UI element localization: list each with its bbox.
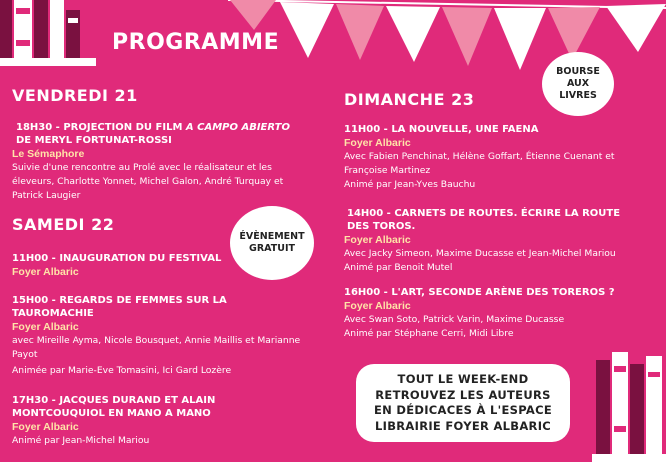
signing-info-box	[356, 364, 570, 442]
event-description: Suivie d'une rencontre au Prolé avec le réalisateur et les éleveurs, Charlotte Yonnet, Michel Galon, André Turquay et Patrick Laugier	[12, 162, 284, 201]
event-title: 15H00 - REGARDS DE FEMMES SUR LA TAUROMACHIE	[12, 295, 227, 319]
event-venue: Foyer Albaric	[344, 234, 411, 246]
books-bottom-right-icon	[592, 352, 666, 462]
event-moderator: Animé par Stéphane Cerri, Midi Libre	[344, 328, 514, 339]
event-moderator: Animé par Jean-Yves Bauchu	[344, 179, 476, 190]
event-participants: Avec Fabien Penchinat, Hélène Goffart, Étienne Cuenant et Françoise Martinez	[344, 151, 615, 176]
event-participants: avec Mireille Ayma, Nicole Bousquet, Annie Maillis et Marianne Payot	[12, 335, 301, 360]
event-sunday-3	[344, 286, 644, 341]
event-sunday-1	[344, 123, 644, 192]
event-venue: Foyer Albaric	[344, 300, 411, 312]
free-event-badge	[230, 206, 314, 280]
event-participants: Avec Swan Soto, Patrick Varin, Maxime Ducasse	[344, 314, 565, 325]
event-saturday-1	[12, 252, 242, 279]
event-moderator: Animée par Marie-Eve Tomasini, Ici Gard Lozère	[12, 365, 232, 376]
event-sunday-2	[344, 207, 644, 275]
event-participants: Avec Jacky Simeon, Maxime Ducasse et Jean-Michel Mariou	[344, 248, 616, 259]
event-title: 16H00 - L'ART, SECONDE ARÈNE DES TOREROS ?	[344, 287, 615, 298]
event-title: 14H00 - CARNETS DE ROUTES. ÉCRIRE LA ROUTE DES TOROS.	[347, 208, 621, 232]
book-fair-badge	[542, 52, 614, 116]
event-title	[12, 121, 304, 147]
event-moderator: Animé par Benoit Mutel	[344, 262, 453, 273]
event-moderator: Animé par Jean-Michel Mariou	[12, 435, 150, 446]
event-friday-1	[12, 121, 304, 203]
event-venue: Foyer Albaric	[12, 321, 79, 333]
event-saturday-3	[12, 394, 252, 448]
signing-info-text: TOUT LE WEEK-END RETROUVEZ LES AUTEURS EN DÉDICACES À L'ESPACE LIBRAIRIE FOYER ALBARIC	[374, 372, 552, 433]
event-saturday-2	[12, 294, 302, 378]
page-title: PROGRAMME	[112, 30, 280, 55]
event-title: 17H30 - JACQUES DURAND ET ALAIN MONTCOUQUIOL EN MANO A MANO	[12, 395, 216, 419]
event-venue: Foyer Albaric	[12, 266, 79, 278]
event-venue: Le Sémaphore	[12, 148, 85, 160]
event-title-suffix: DE MERYL FORTUNAT-ROSSI	[16, 135, 172, 146]
event-title: 11H00 - LA NOUVELLE, UNE FAENA	[344, 124, 539, 135]
event-title-prefix: 18H30 - PROJECTION DU FILM	[16, 122, 186, 133]
free-event-label: ÉVÈNEMENT GRATUIT	[239, 231, 305, 254]
books-top-left-icon	[0, 0, 100, 72]
book-fair-label: BOURSE AUX LIVRES	[556, 66, 600, 101]
day-heading-friday: VENDREDI 21	[12, 86, 138, 105]
event-venue: Foyer Albaric	[344, 137, 411, 149]
film-title: A CAMPO ABIERTO	[185, 122, 290, 133]
event-venue: Foyer Albaric	[12, 421, 79, 433]
event-title: 11H00 - INAUGURATION DU FESTIVAL	[12, 253, 222, 264]
day-heading-sunday: DIMANCHE 23	[344, 90, 475, 109]
day-heading-saturday: SAMEDI 22	[12, 215, 115, 234]
